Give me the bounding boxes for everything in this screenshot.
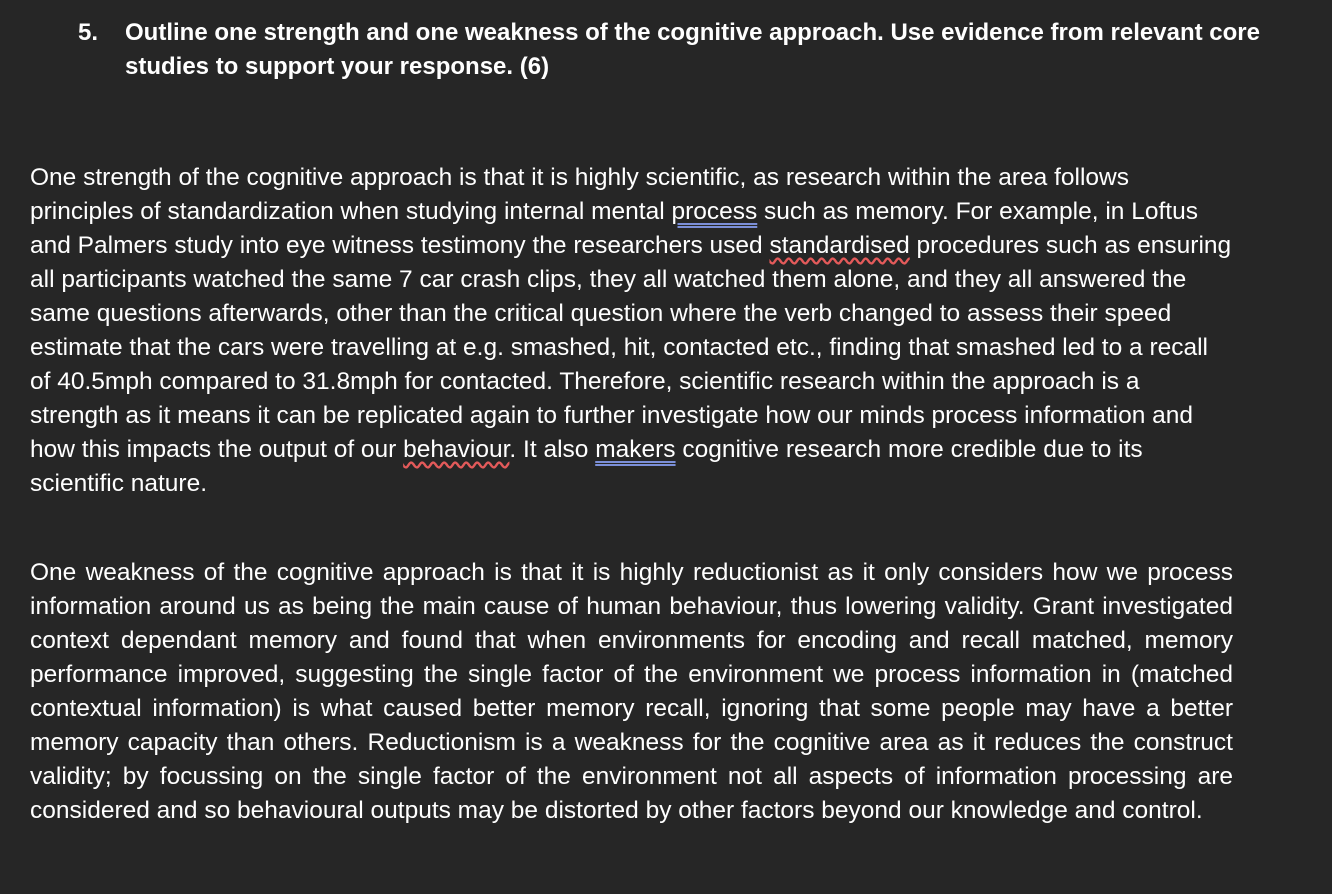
question-text: Outline one strength and one weakness of the cognitive approach. Use evidence from relevant core studies to support your response. (6) [125,19,1260,80]
answer-paragraph-weakness[interactable]: One weakness of the cognitive approach is that it is highly reductionist as it only considers how we process information around us as being the main cause of human behaviour, thus lowering validity. Grant investigated context dependant memory and found that when environments for encoding and recall matched, memory performance improved, suggesting the single factor of the environment we process information in (matched contextual information) is what caused better memory recall, ignoring that some people may have a better memory capacity than others. Reductionism is a weakness for the cognitive area as it reduces the construct validity; by focussing on the single factor of the environment not all aspects of information processing are considered and so behavioural outputs may be distorted by other factors beyond our knowledge and control. [30,559,1233,824]
text-run: such as memory. For example, in Loftus and Palmers study into eye witness testimony the researchers used [30,198,1198,259]
text-run: cognitive research more credible due to its scientific nature. [30,436,1143,497]
answer-paragraph-strength[interactable] [30,161,1233,501]
text-run: procedures such as ensuring all participants watched the same 7 car crash clips, they all watched them alone, and they all answered the same questions afterwards, other than the critical question where the verb changed to assess their speed estimate that the cars were travelling at e.g. smashed, hit, contacted etc., finding that smashed led to a recall of 40.5mph compared to 31.8mph for contacted. Therefore, scientific research within the approach is a strength as it means it can be replicated again to further investigate how our minds process information and how this impacts the output of our [30,232,1232,463]
question-number: 5. [78,19,99,46]
question-heading [78,16,1278,84]
text-run: One strength of the cognitive approach is that it is highly scientific, as research within the area follows principles of standardization when studying internal mental [30,164,1129,225]
grammar-flagged-word[interactable]: process [671,198,758,225]
spelling-flagged-word[interactable]: behaviour [403,436,510,463]
spelling-flagged-word[interactable]: standardised [769,232,910,259]
text-run: . It also [509,436,596,463]
grammar-flagged-word[interactable]: makers [595,436,676,463]
